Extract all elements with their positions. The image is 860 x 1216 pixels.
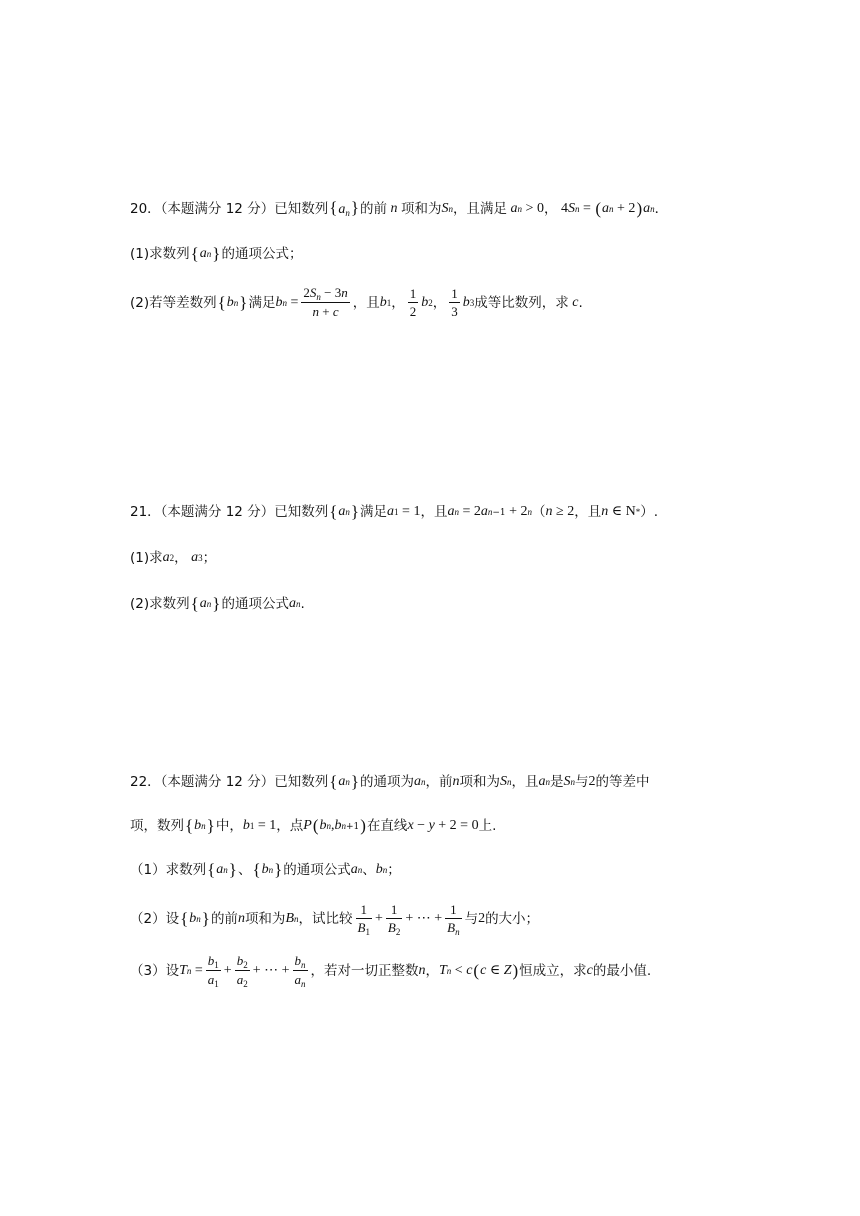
q21-heading: 21．（本题满分 12 分）已知数列 [130, 504, 329, 520]
q22-stem-line2: 项，数列 { b n } 中， b 1 = 1 ，点 P ( b n , b n+1 ) 在直线 x − y + 2 = 0 上. [130, 816, 497, 835]
q20-part2: (2)若等差数列 { b n } 满足 b n = $\frac{2S_n - 3n}{n + c}$ ，且 b 1 ， $\frac{1}{2}$ b 2 ， $\frac{1}{3}$ b 3 成等比数列，求 c . [130, 285, 583, 319]
q21-stem: 21．（本题满分 12 分）已知数列 { a n } 满足 a 1 = 1 ，且 a n = 2 a n−1 + 2 n （ n ≥ 2 ，且 n ∈ N * ）. [130, 502, 659, 521]
seq-a-set: $\{a_n\}$ [329, 198, 360, 218]
q20-part1: (1)求数列 { a n } 的通项公式； [130, 244, 303, 263]
q21-part1: (1)求 a 2 ， a 3 ； [130, 550, 217, 566]
q22-part1: （1）求数列 { a n } 、 { b n } 的通项公式 a n 、 b n ； [130, 860, 401, 879]
q21-part2: (2)求数列 { a n } 的通项公式 a n . [130, 594, 305, 613]
q20-heading: 20．（本题满分 12 分）已知数列 [130, 201, 329, 217]
q22-stem: 22．（本题满分 12 分）已知数列 { a n } 的通项为 a n ，前 n 项和为 S n ，且 a n 是 S n 与 2 的等差中 [130, 772, 650, 791]
fraction-bn: $\frac{2S_n - 3n}{n + c}$ [303, 285, 348, 319]
q22-part3: （3）设 T n = $\frac{b_1}{a_1}$ + $\frac{b_2}{a_2}$ + ⋯ + $\frac{b_n}{a_n}$ ，若对一切正整数 n ， T n < c ( c ∈ Z ) 恒成立，求 c 的最小值. [130, 953, 652, 989]
q22-part2: （2）设 { b n } 的前 n 项和为 B n ，试比较 $\frac{1}{B_1}$ + $\frac{1}{B_2}$ + ⋯ + $\frac{1}{B_n}$ 与 2 的大小； [130, 902, 540, 937]
q22-heading: 22．（本题满分 12 分）已知数列 [130, 774, 329, 790]
q20-stem: 20．（本题满分 12 分）已知数列 $\{a_n\}$ 的前 n 项和为 S n ，且满足 a n > 0 ， 4 S n = ( a n + 2 ) a n ． [130, 198, 669, 218]
